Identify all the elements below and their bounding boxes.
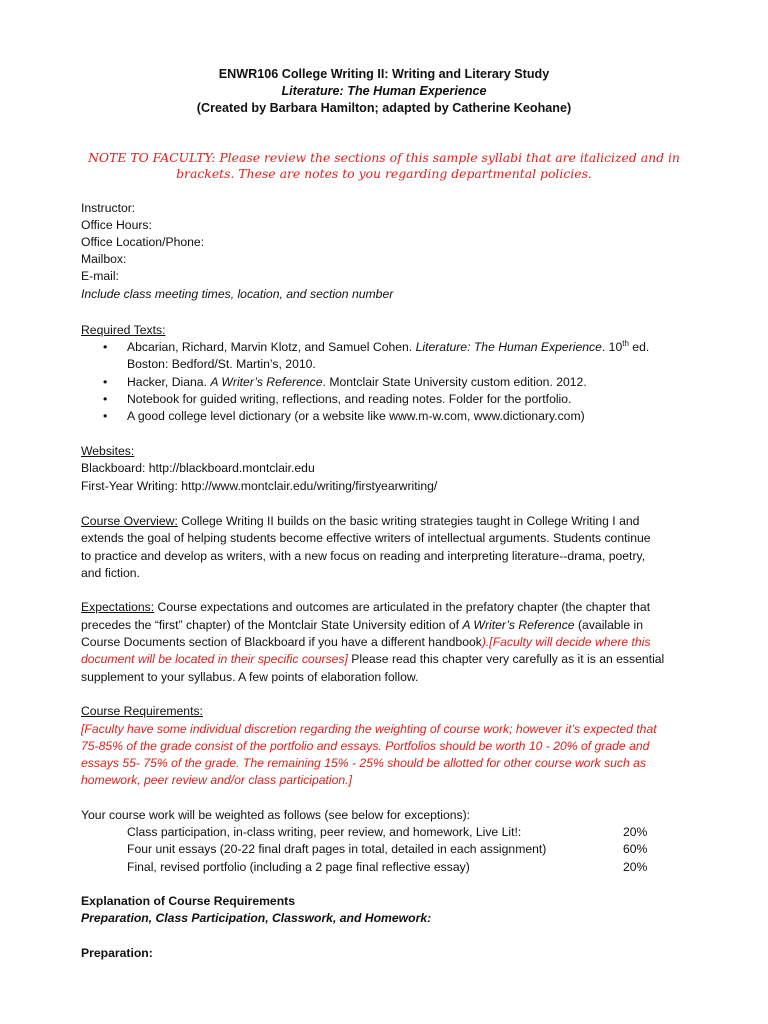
- bullet-icon: •: [103, 375, 108, 389]
- website-first-year: First-Year Writing: http://www.montclair.edu/writing/firstyearwriting/: [81, 479, 438, 493]
- faculty-note-line-1: NOTE TO FACULTY: Please review the sections of this sample syllabi that are italicized and in: [88, 150, 680, 165]
- requirements-note-line-4: homework, peer review and/or class participation.]: [81, 773, 352, 787]
- bullet-icon: •: [103, 409, 108, 423]
- office-location-label: Office Location/Phone:: [81, 235, 205, 249]
- course-title: ENWR106 College Writing II: Writing and Literary Study: [218, 67, 550, 81]
- required-text-item-3: Notebook for guided writing, reflections, and reading notes. Folder for the portfolio.: [127, 392, 572, 406]
- required-text-item-1-cont: Boston: Bedford/St. Martin’s, 2010.: [127, 357, 316, 371]
- weight-percent: 20%: [623, 860, 648, 874]
- weighting-intro: Your course work will be weighted as follows (see below for exceptions):: [81, 808, 471, 822]
- required-text-item-2: Hacker, Diana. A Writer’s Reference. Montclair State University custom edition. 2012.: [127, 375, 587, 389]
- weight-percent: 60%: [623, 842, 648, 856]
- requirements-note-line-2: 75-85% of the grade consist of the portfolio and essays. Portfolios should be worth 10 - 20% of grade and: [81, 739, 650, 753]
- course-subtitle: Literature: The Human Experience: [281, 84, 487, 98]
- preparation-heading: Preparation:: [81, 946, 153, 960]
- expectations-line-3: Course Documents section of Blackboard if you have a different handbook).[Faculty will decide where this: [81, 635, 651, 649]
- weight-label: Four unit essays (20-22 final draft pages in total, detailed in each assignment): [127, 842, 547, 856]
- requirements-note-line-3: essays 55- 75% of the grade. The remaining 15% - 25% should be allotted for other course work such as: [81, 756, 646, 770]
- required-text-item-4: A good college level dictionary (or a website like www.m-w.com, www.dictionary.com): [127, 409, 585, 423]
- bullet-icon: •: [103, 392, 108, 406]
- expectations-heading: Expectations:: [81, 600, 155, 614]
- required-text-item-1: Abcarian, Richard, Marvin Klotz, and Samuel Cohen. Literature: The Human Experience. 10th ed.: [127, 338, 650, 354]
- course-credits: (Created by Barbara Hamilton; adapted by Catherine Keohane): [196, 101, 572, 115]
- email-label: E-mail:: [81, 269, 119, 283]
- course-overview-line-3: to practice and develop as writers, with a new focus on reading and interpreting literature--drama, poetry,: [81, 549, 646, 563]
- meeting-note: Include class meeting times, location, and section number: [81, 287, 394, 301]
- required-texts-heading: Required Texts:: [81, 323, 166, 337]
- expectations-line-1: Expectations: Course expectations and outcomes are articulated in the prefatory chapter (the chapter that: [81, 600, 651, 614]
- mailbox-label: Mailbox:: [81, 252, 127, 266]
- instructor-label: Instructor:: [81, 201, 136, 215]
- weight-label: Class participation, in-class writing, peer review, and homework, Live Lit!:: [127, 825, 522, 839]
- explanation-heading: Explanation of Course Requirements: [81, 894, 295, 908]
- course-requirements-heading: Course Requirements:: [81, 704, 203, 718]
- office-hours-label: Office Hours:: [81, 218, 152, 232]
- course-overview-line-4: and fiction.: [81, 566, 140, 580]
- expectations-line-2: precedes the “first” chapter) of the Montclair State University edition of A Writer’s Reference (available in: [81, 618, 644, 632]
- explanation-subheading: Preparation, Class Participation, Classwork, and Homework:: [81, 911, 432, 925]
- requirements-note-line-1: [Faculty have some individual discretion regarding the weighting of course work; however it’s expected that: [81, 722, 657, 736]
- bullet-icon: •: [103, 340, 108, 354]
- course-overview-heading: Course Overview:: [81, 514, 178, 528]
- expectations-line-5: supplement to your syllabus. A few points of elaboration follow.: [81, 670, 419, 684]
- websites-heading: Websites:: [81, 444, 135, 458]
- course-overview-line-2: extends the goal of helping students become effective writers of intellectual arguments. Students continue: [81, 531, 651, 545]
- course-overview-line-1: Course Overview: College Writing II builds on the basic writing strategies taught in College Writing I and: [81, 514, 640, 528]
- website-blackboard: Blackboard: http://blackboard.montclair.edu: [81, 461, 315, 475]
- weight-label: Final, revised portfolio (including a 2 page final reflective essay): [127, 860, 470, 874]
- expectations-line-4: document will be located in their specific courses] Please read this chapter very carefully as it is an essential: [81, 652, 665, 666]
- faculty-note-line-2: brackets. These are notes to you regarding departmental policies.: [176, 166, 592, 181]
- weight-percent: 20%: [623, 825, 648, 839]
